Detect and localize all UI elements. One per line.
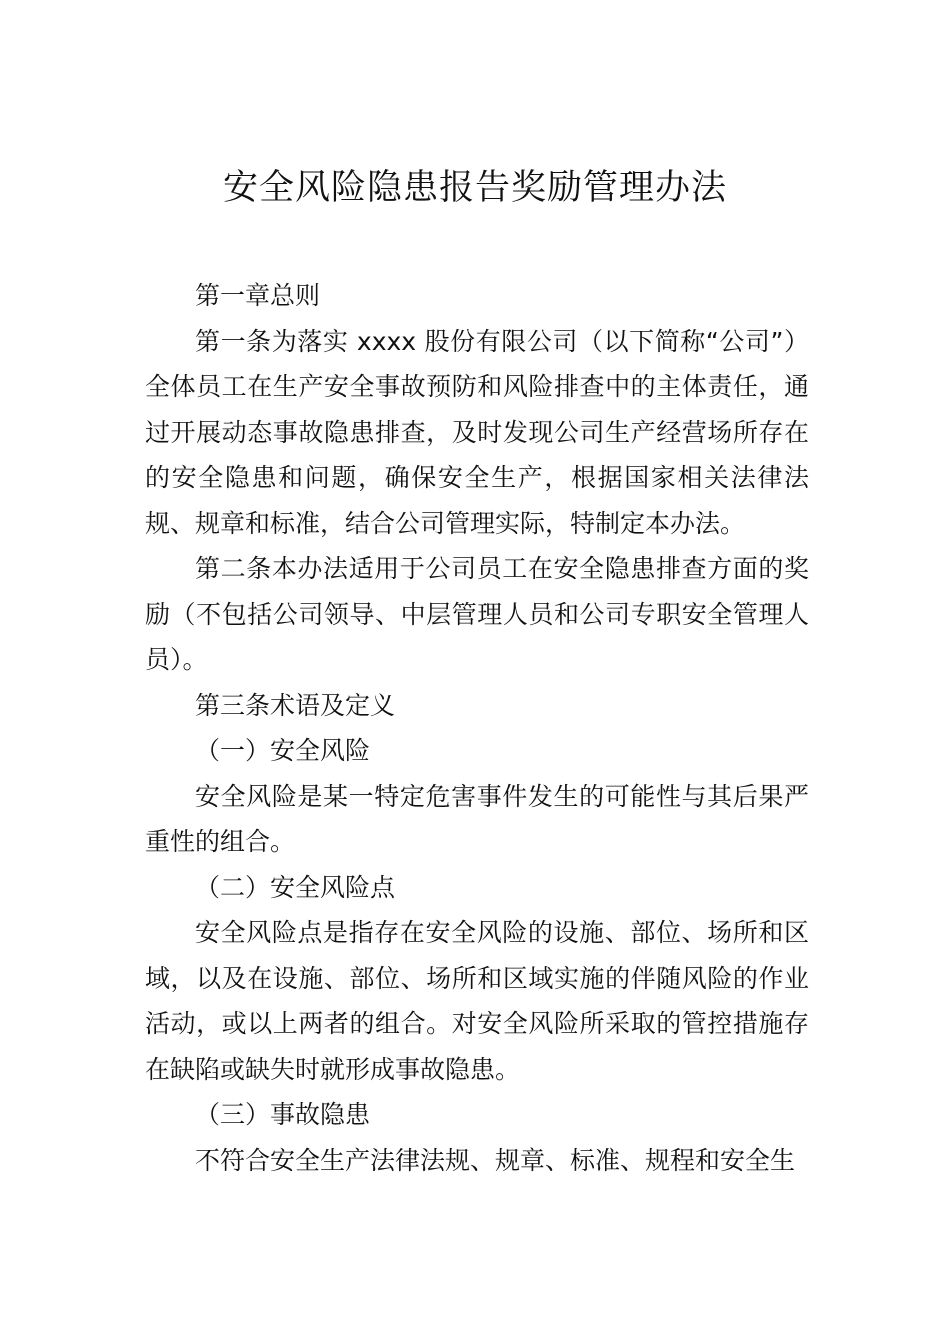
- document-title: 安全风险隐患报告奖励管理办法: [222, 168, 727, 208]
- chapter-heading: 第一章总则: [195, 281, 321, 310]
- document-body: [145, 273, 809, 1183]
- section-3-paragraph: 不符合安全生产法律法规、规章、标准、规程和安全生: [195, 1145, 796, 1175]
- section-2-heading: （二）安全风险点: [195, 872, 396, 902]
- section-2-paragraph: 安全风险点是指存在安全风险的设施、部位、场所和区域，以及在设施、部位、场所和区域实施的伴随风险的作业活动，或以上两者的组合。对安全风险所采取的管控措施存在缺陷或缺失时就形成事故隐患。: [145, 918, 809, 1084]
- section-1-paragraph: 安全风险是某一特定危害事件发生的可能性与其后果严重性的组合。: [145, 781, 809, 856]
- article-2-paragraph: 第二条本办法适用于公司员工在安全隐患排查方面的奖励（不包括公司领导、中层管理人员和公司专职安全管理人员）。: [145, 554, 809, 674]
- article-1-paragraph: 第一条为落实 xxxx 股份有限公司（以下简称“公司”）全体员工在生产安全事故预防和风险排查中的主体责任，通过开展动态事故隐患排查，及时发现公司生产经营场所存在的安全隐患和问题，确保安全生产，根据国家相关法律法规、规章和标准，结合公司管理实际，特制定本办法。: [145, 326, 809, 538]
- section-3-heading: （三）事故隐患: [195, 1100, 371, 1129]
- section-1-heading: （一）安全风险: [195, 736, 371, 765]
- article-3-heading: 第三条术语及定义: [195, 690, 396, 720]
